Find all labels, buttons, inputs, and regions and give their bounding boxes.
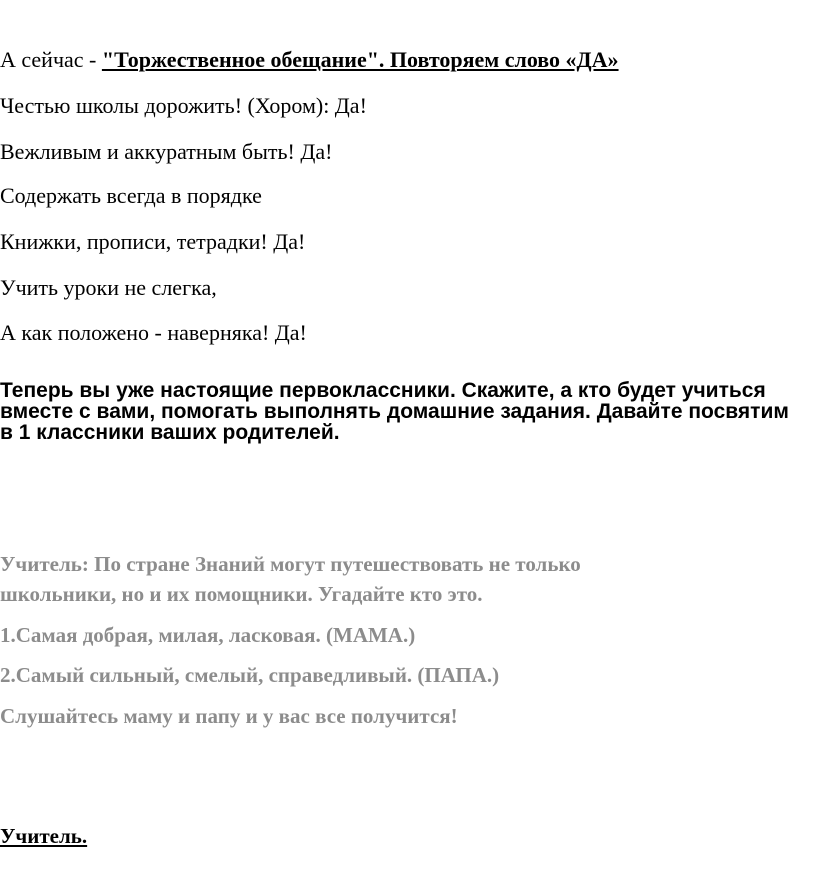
grey-line-2: школьники, но и их помощники. Угадайте кто это. [0,582,483,606]
oath-line-1: Честью школы дорожить! (Хором): Да! [0,93,367,118]
oath-line-5: Учить уроки не слегка, [0,275,217,300]
grey-line-1: Учитель: По стране Знаний могут путешествовать не только [0,552,581,576]
oath-line-2: Вежливым и аккуратным быть! Да! [0,139,333,164]
teacher-label: Учитель. [0,824,88,848]
oath-heading: "Торжественное обещание". Повторяем слово «ДА» [101,47,619,72]
oath-line-6: А как положено - наверняка! Да! [0,320,307,345]
grey-closing: Слушайтесь маму и папу и у вас все получится! [0,704,458,728]
grey-item-1: 1.Самая добрая, милая, ласковая. (МАМА.) [0,623,416,647]
grey-item-2: 2.Самый сильный, смелый, справедливый. (ПАПА.) [0,663,500,687]
intro-line [0,47,619,73]
oath-line-4: Книжки, прописи, тетрадки! Да! [0,229,306,254]
oath-line-3: Содержать всегда в порядке [0,183,262,208]
intro-prefix: А сейчас - [0,47,102,72]
parents-paragraph: Теперь вы уже настоящие первоклассники. Скажите, а кто будет учиться вместе с вами, помогать выполнять домашние задания. Давайте посвятим в 1 классники ваших родителей. [0,379,789,444]
